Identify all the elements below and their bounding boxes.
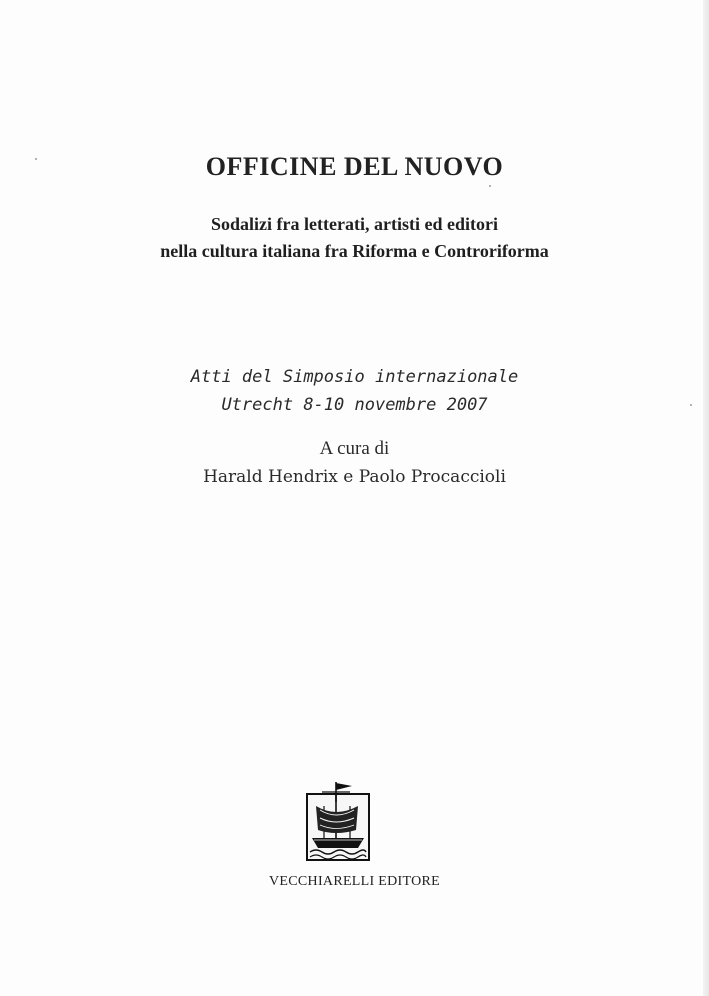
- editors-names: Harald Hendrix e Paolo Procaccioli: [203, 467, 506, 487]
- paper-speck: [489, 185, 491, 187]
- ship-emblem-icon: [306, 780, 370, 862]
- publisher-name: VECCHIARELLI EDITORE: [269, 874, 440, 889]
- edited-by-label: A cura di: [319, 438, 390, 459]
- page-edge: [703, 0, 709, 996]
- paper-speck: [35, 158, 37, 160]
- proceedings-line-1: Atti del Simposio internazionale: [190, 367, 519, 387]
- book-title: OFFICINE DEL NUOVO: [205, 152, 504, 181]
- proceedings-line-2: Utrecht 8-10 novembre 2007: [221, 395, 488, 415]
- book-subtitle-line-2: nella cultura italiana fra Riforma e Controriforma: [160, 241, 549, 261]
- book-subtitle-line-1: Sodalizi fra letterati, artisti ed editori: [211, 214, 498, 234]
- paper-speck: [690, 404, 692, 406]
